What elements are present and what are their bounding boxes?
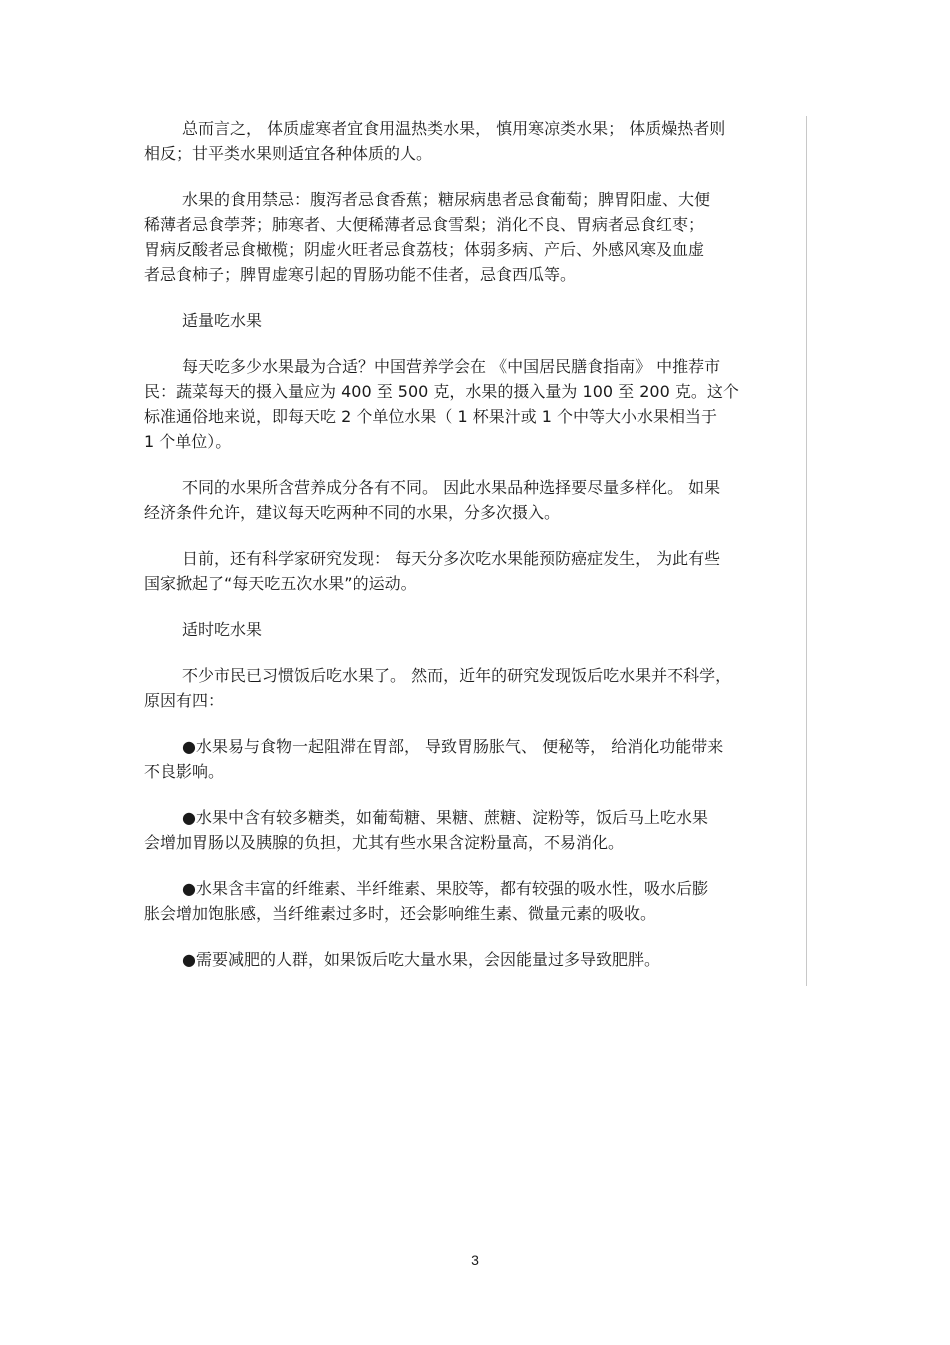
paragraph-line: 日前，还有科学家研究发现： 每天分多次吃水果能预防癌症发生， 为此有些 bbox=[182, 549, 721, 568]
paragraph-research bbox=[144, 546, 806, 596]
paragraph-line: 不少市民已习惯饭后吃水果了。 然而，近年的研究发现饭后吃水果并不科学， bbox=[182, 666, 732, 685]
paragraph-line: 标准通俗地来说，即每天吃 2 个单位水果（ 1 杯果汁或 1 个中等大小水果相当于 bbox=[144, 407, 718, 426]
paragraph-line: 1 个单位）。 bbox=[144, 432, 232, 451]
bullet-item-3 bbox=[144, 876, 806, 926]
bullet-line: 不良影响。 bbox=[144, 762, 225, 781]
bullet-item-4 bbox=[144, 947, 806, 972]
bullet-item-2 bbox=[144, 805, 806, 855]
paragraph-line: 每天吃多少水果最为合适？中国营养学会在 《中国居民膳食指南》 中推荐市 bbox=[182, 357, 721, 376]
section-heading-moderation bbox=[144, 308, 806, 333]
section-heading-timing bbox=[144, 617, 806, 642]
paragraph-line: 者忌食柿子；脾胃虚寒引起的胃肠功能不佳者，忌食西瓜等。 bbox=[144, 265, 577, 284]
document-body bbox=[144, 116, 806, 972]
paragraph-line: 国家掀起了“每天吃五次水果”的运动。 bbox=[144, 574, 417, 593]
paragraph-line: 相反；甘平类水果则适宜各种体质的人。 bbox=[144, 144, 433, 163]
paragraph-daily-amount bbox=[144, 354, 806, 454]
section-heading: 适量吃水果 bbox=[182, 311, 263, 330]
paragraph-summary bbox=[144, 116, 806, 166]
paragraph-variety bbox=[144, 475, 806, 525]
paragraph-line: 水果的食用禁忌：腹泻者忌食香蕉；糖尿病患者忌食葡萄；脾胃阳虚、大便 bbox=[182, 190, 711, 209]
bullet-line: ●水果含丰富的纤维素、半纤维素、果胶等，都有较强的吸水性，吸水后膨 bbox=[182, 879, 708, 898]
paragraph-line: 民：蔬菜每天的摄入量应为 400 至 500 克，水果的摄入量为 100 至 200 克。这个 bbox=[144, 382, 739, 401]
paragraph-line: 总而言之， 体质虚寒者宜食用温热类水果， 慎用寒凉类水果； 体质燥热者则 bbox=[182, 119, 726, 138]
bullet-line: 胀会增加饱胀感，当纤维素过多时，还会影响维生素、微量元素的吸收。 bbox=[144, 904, 657, 923]
paragraph-line: 胃病反酸者忌食橄榄；阴虚火旺者忌食荔枝；体弱多病、产后、外感风寒及血虚 bbox=[144, 240, 705, 259]
paragraph-line: 原因有四： bbox=[144, 691, 225, 710]
bullet-line: ●水果中含有较多糖类，如葡萄糖、果糖、蔗糖、淀粉等，饭后马上吃水果 bbox=[182, 808, 708, 827]
bullet-line: 会增加胃肠以及胰腺的负担，尤其有些水果含淀粉量高，不易消化。 bbox=[144, 833, 625, 852]
paragraph-after-meal bbox=[144, 663, 806, 713]
paragraph-taboos bbox=[144, 187, 806, 287]
paragraph-line: 经济条件允许，建议每天吃两种不同的水果，分多次摄入。 bbox=[144, 503, 561, 522]
bullet-line: ●需要减肥的人群，如果饭后吃大量水果，会因能量过多导致肥胖。 bbox=[182, 950, 660, 969]
paragraph-line: 不同的水果所含营养成分各有不同。 因此水果品种选择要尽量多样化。 如果 bbox=[182, 478, 721, 497]
right-margin-rule bbox=[806, 116, 807, 986]
page-number: 3 bbox=[471, 1252, 479, 1268]
bullet-line: ●水果易与食物一起阻滞在胃部， 导致胃肠胀气、 便秘等， 给消化功能带来 bbox=[182, 737, 724, 756]
paragraph-line: 稀薄者忌食荸荠；肺寒者、大便稀薄者忌食雪梨；消化不良、胃病者忌食红枣； bbox=[144, 215, 705, 234]
bullet-item-1 bbox=[144, 734, 806, 784]
section-heading: 适时吃水果 bbox=[182, 620, 263, 639]
